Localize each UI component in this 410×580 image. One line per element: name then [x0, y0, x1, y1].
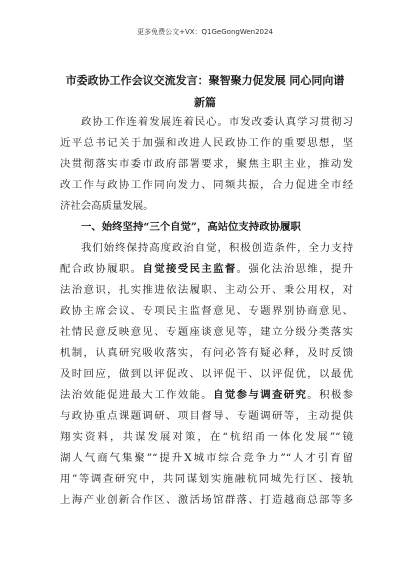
body-line — [60, 469, 353, 490]
body-line — [60, 196, 353, 217]
body-line — [60, 133, 353, 154]
body-line — [60, 238, 353, 259]
body-line — [60, 385, 353, 406]
text-run: 湖人气商气集聚”“提升X城市综合竞争力”“人才引育留 — [60, 452, 353, 464]
header-watermark: 更多免费公文+VX：Q1GeGongWen2024 — [137, 28, 273, 36]
body-line — [60, 448, 353, 469]
document-title — [52, 70, 358, 114]
body-line — [60, 490, 353, 511]
text-run: 。强化法治思维，提升 — [236, 263, 353, 275]
text-run: 社情民意反映意见、专题座谈意见等，建立分级分类落实 — [60, 326, 353, 338]
bold-run: 自觉参与调查研究 — [213, 389, 308, 401]
document-body — [60, 112, 353, 511]
text-run: 配合政协履职。 — [60, 263, 143, 275]
body-line — [60, 280, 353, 301]
text-run: 一、始终坚持“三个自觉”，高站位支持政协履职 — [81, 221, 301, 233]
text-run: 翔实资料，共谋发展对策，在“杭绍甬一体化发展”“镜 — [60, 431, 353, 443]
text-run: 用”等调查研究中，共同谋划实施融杭同城先行区、接轨 — [60, 473, 353, 485]
title-line-2: 新篇 — [194, 96, 216, 109]
body-line — [60, 406, 353, 427]
text-run: 我们始终保持高度政治自觉，积极创造条件，全力支持 — [81, 242, 353, 254]
body-line — [60, 259, 353, 280]
title-line-1: 市委政协工作会议交流发言：聚智聚力促发展 同心同向谱 — [65, 74, 345, 87]
text-run: 政协工作连着发展连着民心。市发改委认真学习贯彻习 — [81, 116, 353, 128]
body-line — [60, 154, 353, 175]
text-run: 法治效能促进最大工作效能。 — [60, 389, 214, 401]
body-line — [60, 112, 353, 133]
text-run: 决贯彻落实市委市政府部署要求，聚焦主职主业，推动发 — [60, 158, 353, 170]
text-run: 上海产业创新合作区、激活场馆群落、打造越商总部等多 — [60, 494, 353, 506]
text-run: 政协主席会议、专项民主监督意见、专题界别协商意见、 — [60, 305, 353, 317]
body-line — [60, 322, 353, 343]
body-line — [60, 364, 353, 385]
text-run: 法治意识，扎实推进依法履职、主动公开、秉公用权，对 — [60, 284, 353, 296]
text-run: 济社会高质量发展。 — [60, 200, 154, 212]
text-run: 及时回应，做到以评促改、以评促干、以评促优，以最优 — [60, 368, 353, 380]
body-line — [60, 343, 353, 364]
section-heading — [60, 217, 353, 238]
body-line — [60, 301, 353, 322]
text-run: 改工作与政协工作同向发力、同频共振，合力促进全市经 — [60, 179, 353, 191]
body-line — [60, 175, 353, 196]
body-line — [60, 427, 353, 448]
text-run: 机制，认真研究吸收落实，有问必答有疑必释，及时反馈 — [60, 347, 353, 359]
text-run: 近平总书记关于加强和改进人民政协工作的重要思想，坚 — [60, 137, 353, 149]
bold-run: 自觉接受民主监督 — [142, 263, 237, 275]
text-run: 。积极参 — [307, 389, 353, 401]
text-run: 与政协重点课题调研、项目督导、专题调研等，主动提供 — [60, 410, 353, 422]
